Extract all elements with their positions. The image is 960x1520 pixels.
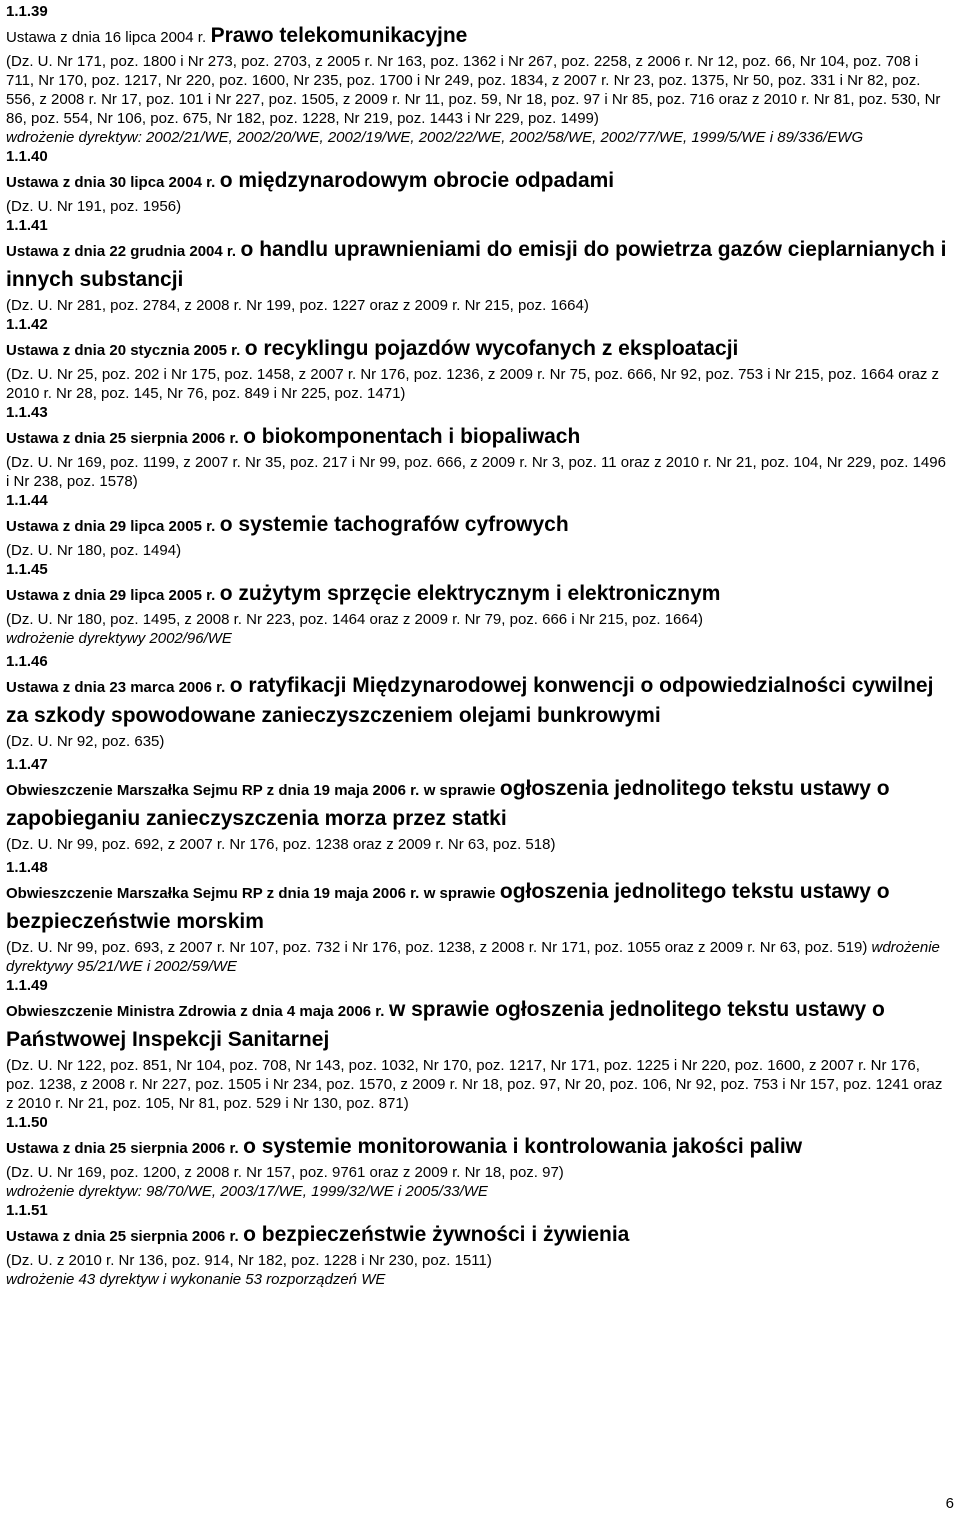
journal-reference: (Dz. U. Nr 169, poz. 1199, z 2007 r. Nr 35, poz. 217 i Nr 99, poz. 666, z 2009 r. Nr 3, poz. 11 oraz z 2010 r. Nr 21, poz. 104, Nr 229, poz. 1496 i Nr 238, poz. 1578) [6, 454, 946, 490]
implementation-note: wdrożenie 43 dyrektyw i wykonanie 53 rozporządzeń WE [6, 1271, 386, 1288]
entry-heading [6, 996, 948, 1056]
entry-1-1-45 [6, 560, 948, 648]
journal-reference: (Dz. U. Nr 99, poz. 692, z 2007 r. Nr 176, poz. 1238 oraz z 2009 r. Nr 63, poz. 518) [6, 836, 556, 853]
entry-1-1-49 [6, 976, 948, 1113]
section-number: 1.1.48 [6, 859, 48, 876]
entry-heading [6, 878, 948, 938]
implementation-note: wdrożenie dyrektyw: 2002/21/WE, 2002/20/WE, 2002/19/WE, 2002/22/WE, 2002/58/WE, 2002/77/WE, 1999/5/WE i 89/336/EWG [6, 129, 864, 146]
act-title: o biokomponentach i biopaliwach [243, 425, 581, 448]
journal-reference: (Dz. U. Nr 191, poz. 1956) [6, 198, 182, 215]
section-number: 1.1.43 [6, 404, 48, 421]
section-number: 1.1.49 [6, 977, 48, 994]
journal-reference: (Dz. U. z 2010 r. Nr 136, poz. 914, Nr 182, poz. 1228 i Nr 230, poz. 1511) [6, 1252, 492, 1269]
act-type-date: Obwieszczenie Marszałka Sejmu RP z dnia 19 maja 2006 r. [6, 782, 420, 799]
act-type-date: Ustawa z dnia 29 lipca 2005 r. [6, 587, 216, 604]
act-type-date: Ustawa z dnia 20 stycznia 2005 r. [6, 342, 241, 359]
act-type-date: Ustawa z dnia 25 sierpnia 2006 r. [6, 1140, 239, 1157]
act-type-date: Ustawa z dnia 22 grudnia 2004 r. [6, 243, 237, 260]
entry-heading [6, 672, 948, 732]
section-number: 1.1.41 [6, 217, 48, 234]
section-number: 1.1.46 [6, 653, 48, 670]
act-connector: w sprawie [423, 782, 496, 799]
section-number: 1.1.51 [6, 1202, 48, 1219]
journal-reference: (Dz. U. Nr 281, poz. 2784, z 2008 r. Nr 199, poz. 1227 oraz z 2009 r. Nr 215, poz. 1664) [6, 297, 589, 314]
entry-1-1-41 [6, 216, 948, 315]
entry-1-1-48 [6, 858, 948, 976]
journal-reference: (Dz. U. Nr 92, poz. 635) [6, 733, 165, 750]
act-title: ogłoszenia jednolitego tekstu ustawy o bezpieczeństwie morskim [6, 880, 890, 933]
section-number: 1.1.47 [6, 756, 48, 773]
act-title: o systemie tachografów cyfrowych [219, 513, 569, 536]
entry-heading [6, 167, 948, 197]
entry-heading [6, 335, 948, 365]
journal-reference: (Dz. U. Nr 169, poz. 1200, z 2008 r. Nr 157, poz. 9761 oraz z 2009 r. Nr 18, poz. 97) [6, 1164, 564, 1181]
act-type-date: Ustawa z dnia 23 marca 2006 r. [6, 679, 226, 696]
act-title: Prawo telekomunikacyjne [210, 24, 468, 47]
entry-heading [6, 423, 948, 453]
section-number: 1.1.39 [6, 3, 48, 20]
act-type-date: Ustawa z dnia 29 lipca 2005 r. [6, 518, 216, 535]
journal-reference [6, 938, 948, 976]
act-title: o zużytym sprzęcie elektrycznym i elektronicznym [219, 582, 721, 605]
entry-heading [6, 580, 948, 610]
act-title: w sprawie ogłoszenia jednolitego tekstu ustawy o Państwowej Inspekcji Sanitarnej [6, 998, 885, 1051]
entry-1-1-51 [6, 1201, 948, 1289]
section-number: 1.1.44 [6, 492, 48, 509]
act-title: o ratyfikacji Międzynarodowej konwencji o odpowiedzialności cywilnej za szkody spowodowane zanieczyszczeniem olejami bunkrowymi [6, 674, 934, 727]
entry-heading [6, 22, 948, 52]
entry-heading [6, 236, 948, 296]
implementation-note: wdrożenie dyrektywy 95/21/WE i 2002/59/WE [6, 939, 940, 975]
act-type-date: Obwieszczenie Marszałka Sejmu RP z dnia 19 maja 2006 r. [6, 885, 420, 902]
entry-1-1-40 [6, 147, 948, 216]
section-number: 1.1.40 [6, 148, 48, 165]
act-type-date: Obwieszczenie Ministra Zdrowia z dnia 4 maja 2006 r. [6, 1003, 385, 1020]
section-number: 1.1.45 [6, 561, 48, 578]
journal-reference: (Dz. U. Nr 180, poz. 1495, z 2008 r. Nr 223, poz. 1464 oraz z 2009 r. Nr 79, poz. 666 i Nr 215, poz. 1664) [6, 611, 704, 628]
section-number: 1.1.42 [6, 316, 48, 333]
entry-1-1-43 [6, 403, 948, 491]
page-number: 6 [945, 1495, 954, 1512]
entry-heading [6, 511, 948, 541]
act-title: ogłoszenia jednolitego tekstu ustawy o zapobieganiu zanieczyszczenia morza przez statki [6, 777, 890, 830]
entry-heading [6, 1221, 948, 1251]
entry-1-1-47 [6, 755, 948, 854]
act-type-date: Ustawa z dnia 25 sierpnia 2006 r. [6, 1228, 239, 1245]
act-title: o międzynarodowym obrocie odpadami [219, 169, 615, 192]
act-type-date: Ustawa z dnia 25 sierpnia 2006 r. [6, 430, 239, 447]
entry-1-1-39 [6, 2, 948, 147]
entry-heading [6, 775, 948, 835]
journal-reference: (Dz. U. Nr 122, poz. 851, Nr 104, poz. 708, Nr 143, poz. 1032, Nr 170, poz. 1217, Nr 171, poz. 1225 i Nr 220, poz. 1600, z 2007 r. Nr 176, poz. 1238, z 2008 r. Nr 227, poz. 1505 i Nr 234, poz. 1570, z 2009 r. Nr 18, poz. 97, Nr 20, poz. 106, Nr 92, poz. 753 i Nr 157, poz. 1241 oraz z 2010 r. Nr 21, poz. 105, Nr 81, poz. 529 i Nr 130, poz. 871) [6, 1057, 943, 1112]
act-title: o bezpieczeństwie żywności i żywienia [243, 1223, 630, 1246]
act-title: o systemie monitorowania i kontrolowania jakości paliw [243, 1135, 803, 1158]
act-title: o handlu uprawnieniami do emisji do powietrza gazów cieplarnianych i innych substancji [6, 238, 947, 291]
implementation-note: wdrożenie dyrektyw: 98/70/WE, 2003/17/WE, 1999/32/WE i 2005/33/WE [6, 1183, 488, 1200]
entry-1-1-44 [6, 491, 948, 560]
journal-reference: (Dz. U. Nr 171, poz. 1800 i Nr 273, poz. 2703, z 2005 r. Nr 163, poz. 1362 i Nr 267, poz. 2258, z 2006 r. Nr 12, poz. 66, Nr 104, poz. 708 i 711, Nr 170, poz. 1217, Nr 220, poz. 1600, Nr 235, poz. 1700 i Nr 249, poz. 1834, z 2007 r. Nr 23, poz. 1375, Nr 50, poz. 331 i Nr 82, poz. 556, z 2008 r. Nr 17, poz. 101 i Nr 227, poz. 1505, z 2009 r. Nr 11, poz. 59, Nr 18, poz. 97 i Nr 85, poz. 716 oraz z 2010 r. Nr 81, poz. 530, Nr 86, poz. 554, Nr 106, poz. 675, Nr 182, poz. 1228, Nr 219, poz. 1443 i Nr 229, poz. 1499) [6, 53, 941, 127]
entry-1-1-50 [6, 1113, 948, 1201]
journal-reference: (Dz. U. Nr 180, poz. 1494) [6, 542, 182, 559]
act-title: o recyklingu pojazdów wycofanych z eksploatacji [244, 337, 739, 360]
journal-reference: (Dz. U. Nr 25, poz. 202 i Nr 175, poz. 1458, z 2007 r. Nr 176, poz. 1236, z 2009 r. Nr 75, poz. 666, Nr 92, poz. 753 i Nr 215, poz. 1664 oraz z 2010 r. Nr 28, poz. 145, Nr 76, poz. 849 i Nr 225, poz. 1471) [6, 366, 940, 402]
act-connector: w sprawie [423, 885, 496, 902]
entry-1-1-46 [6, 652, 948, 751]
journal-reference-text: (Dz. U. Nr 99, poz. 693, z 2007 r. Nr 107, poz. 732 i Nr 176, poz. 1238, z 2008 r. Nr 171, poz. 1055 oraz z 2009 r. Nr 63, poz. 519) [6, 939, 868, 956]
act-type-date: Ustawa z dnia 30 lipca 2004 r. [6, 174, 216, 191]
entry-heading [6, 1133, 948, 1163]
act-type-date: Ustawa z dnia 16 lipca 2004 r. [6, 29, 207, 46]
implementation-note: wdrożenie dyrektywy 2002/96/WE [6, 630, 232, 647]
section-number: 1.1.50 [6, 1114, 48, 1131]
entry-1-1-42 [6, 315, 948, 403]
